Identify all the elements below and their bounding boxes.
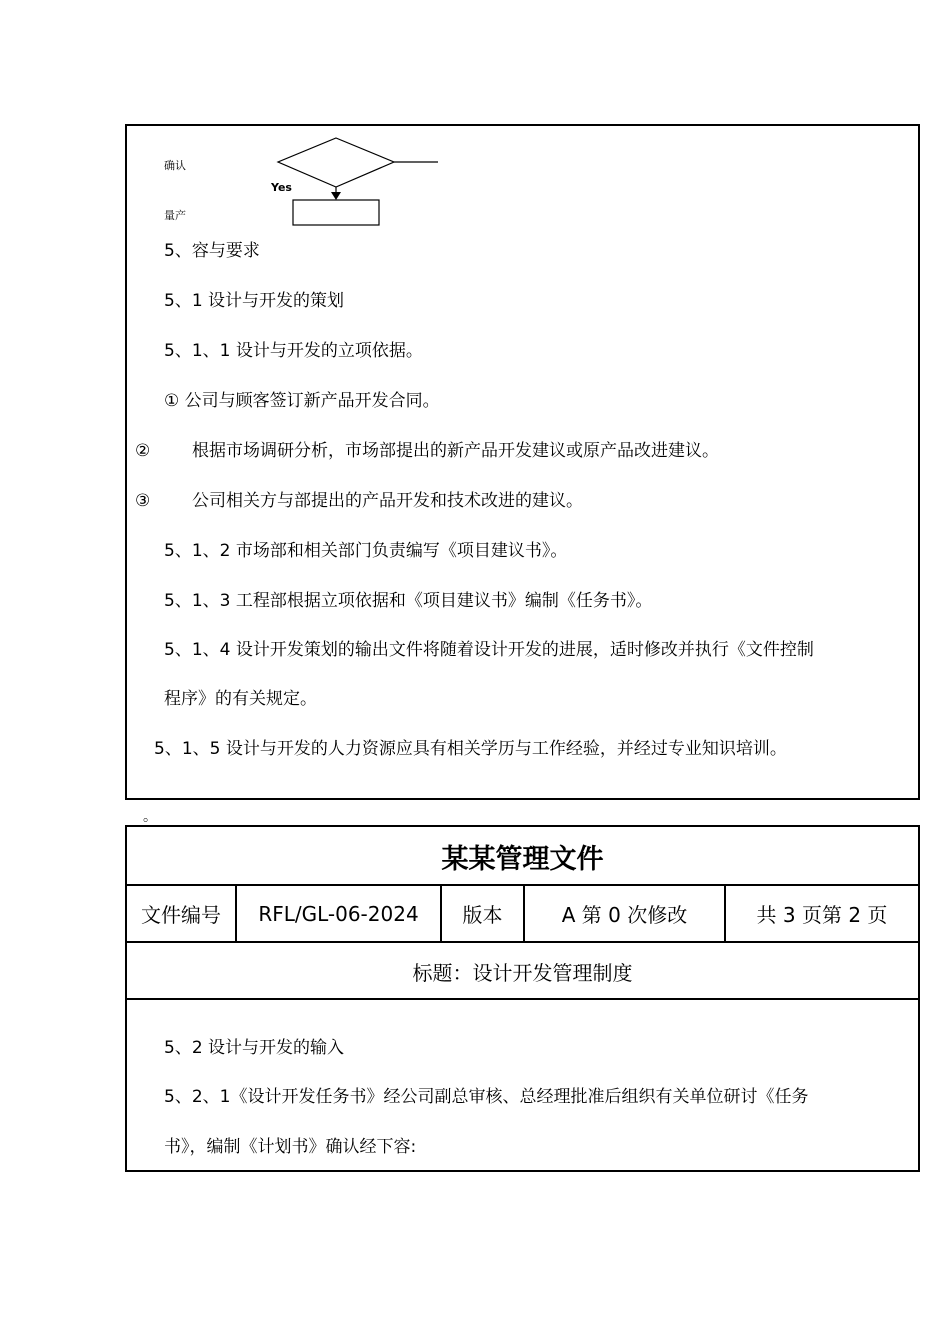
- list-item-1: ① 公司与顾客签订新产品开发合同。: [164, 391, 440, 411]
- section-heading-5-1: 5、1 设计与开发的策划: [164, 291, 345, 311]
- section-heading-5-1-1: 5、1、1 设计与开发的立项依据。: [164, 341, 423, 361]
- list-item-2: 根据市场调研分析，市场部提出的新产品开发建议或原产品改进建议。: [192, 441, 719, 461]
- paragraph-5-1-2: 5、1、2 市场部和相关部门负责编写《项目建议书》。: [164, 541, 568, 561]
- version-label: 版本: [462, 903, 503, 927]
- content-frame-bottom: [125, 825, 920, 1172]
- paragraph-5-2-1-cont: 书》，编制《计划书》确认经下容:: [164, 1137, 417, 1157]
- document-title: 某某管理文件: [441, 843, 604, 875]
- list-item-3: 公司相关方与部提出的产品开发和技术改进的建议。: [192, 491, 583, 511]
- page-count: 共 3 页第 2 页: [756, 903, 888, 927]
- list-marker-2: ②: [135, 441, 151, 461]
- flowchart-yes-label: Yes: [271, 181, 292, 194]
- version-value: A 第 0 次修改: [561, 903, 688, 927]
- list-marker-3: ③: [135, 491, 151, 511]
- flowchart-production-label: 量产: [164, 209, 186, 222]
- section-heading-5-2: 5、2 设计与开发的输入: [164, 1038, 345, 1058]
- doc-number-label: 文件编号: [141, 903, 221, 927]
- separator-dot: 。: [143, 809, 157, 825]
- doc-number-value: RFL/GL-06-2024: [258, 901, 419, 926]
- paragraph-5-1-4: 5、1、4 设计开发策划的输出文件将随着设计开发的进展，适时修改并执行《文件控制: [164, 640, 814, 660]
- document-subject: 标题：设计开发管理制度: [412, 960, 633, 985]
- paragraph-5-1-4-cont: 程序》的有关规定。: [164, 689, 317, 709]
- decision-diamond: [278, 138, 394, 187]
- production-box: [293, 200, 379, 225]
- paragraph-5-1-3: 5、1、3 工程部根据立项依据和《项目建议书》编制《任务书》。: [164, 591, 653, 611]
- flowchart-diagram: [270, 132, 445, 230]
- paragraph-5-2-1: 5、2、1《设计开发任务书》经公司副总审核、总经理批准后组织有关单位研讨《任务: [164, 1087, 809, 1107]
- yes-arrow-head: [331, 192, 341, 200]
- paragraph-5-1-5: 5、1、5 设计与开发的人力资源应具有相关学历与工作经验，并经过专业知识培训。: [154, 739, 787, 759]
- section-heading-5: 5、容与要求: [164, 241, 260, 261]
- flowchart-confirm-label: 确认: [164, 159, 186, 172]
